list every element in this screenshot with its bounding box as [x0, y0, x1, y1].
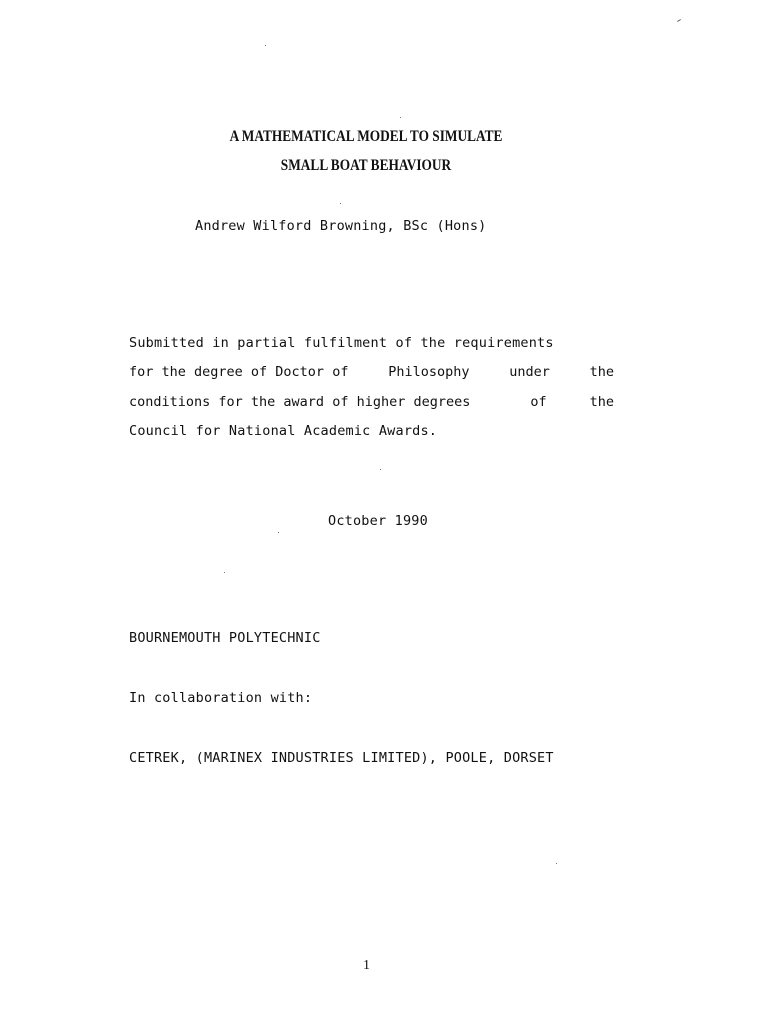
submission-line-3-tail: [530, 396, 614, 410]
thesis-title-line-2: SMALL BOAT BEHAVIOUR: [280, 157, 452, 174]
scan-speck: [400, 117, 401, 118]
scan-speck: [677, 19, 681, 22]
submission-line-3-part: of: [530, 394, 547, 410]
scan-speck: [380, 469, 381, 470]
submission-line-2-part: for the degree of Doctor of: [129, 364, 349, 380]
submission-line-3-part: the: [589, 394, 614, 410]
submission-line-2-part: the: [589, 364, 614, 380]
submission-line-3: [129, 396, 614, 410]
scan-speck: [278, 532, 279, 533]
institution-name: BOURNEMOUTH POLYTECHNIC: [129, 630, 321, 646]
submission-line-3-part: conditions for the award of higher degrees: [129, 394, 471, 410]
submission-line-4: Council for National Academic Awards.: [129, 423, 438, 439]
thesis-title-line-1: A MATHEMATICAL MODEL TO SIMULATE: [229, 128, 503, 145]
author-name: Andrew Wilford Browning, BSc (Hons): [195, 218, 487, 234]
submission-line-2: [129, 366, 614, 380]
page-number: 1: [363, 958, 371, 973]
submission-line-2-part: under: [509, 364, 550, 380]
scan-speck: [224, 572, 225, 573]
submission-date: October 1990: [328, 513, 428, 529]
scan-speck: [556, 863, 557, 864]
scan-speck: [340, 203, 341, 204]
collaboration-label: In collaboration with:: [129, 690, 313, 706]
submission-line-2-part: Philosophy: [388, 364, 470, 380]
scan-speck: [265, 45, 266, 46]
submission-line-1: Submitted in partial fulfilment of the requirements: [129, 335, 554, 351]
collaborator-name: CETREK, (MARINEX INDUSTRIES LIMITED), POOLE, DORSET: [129, 750, 554, 766]
